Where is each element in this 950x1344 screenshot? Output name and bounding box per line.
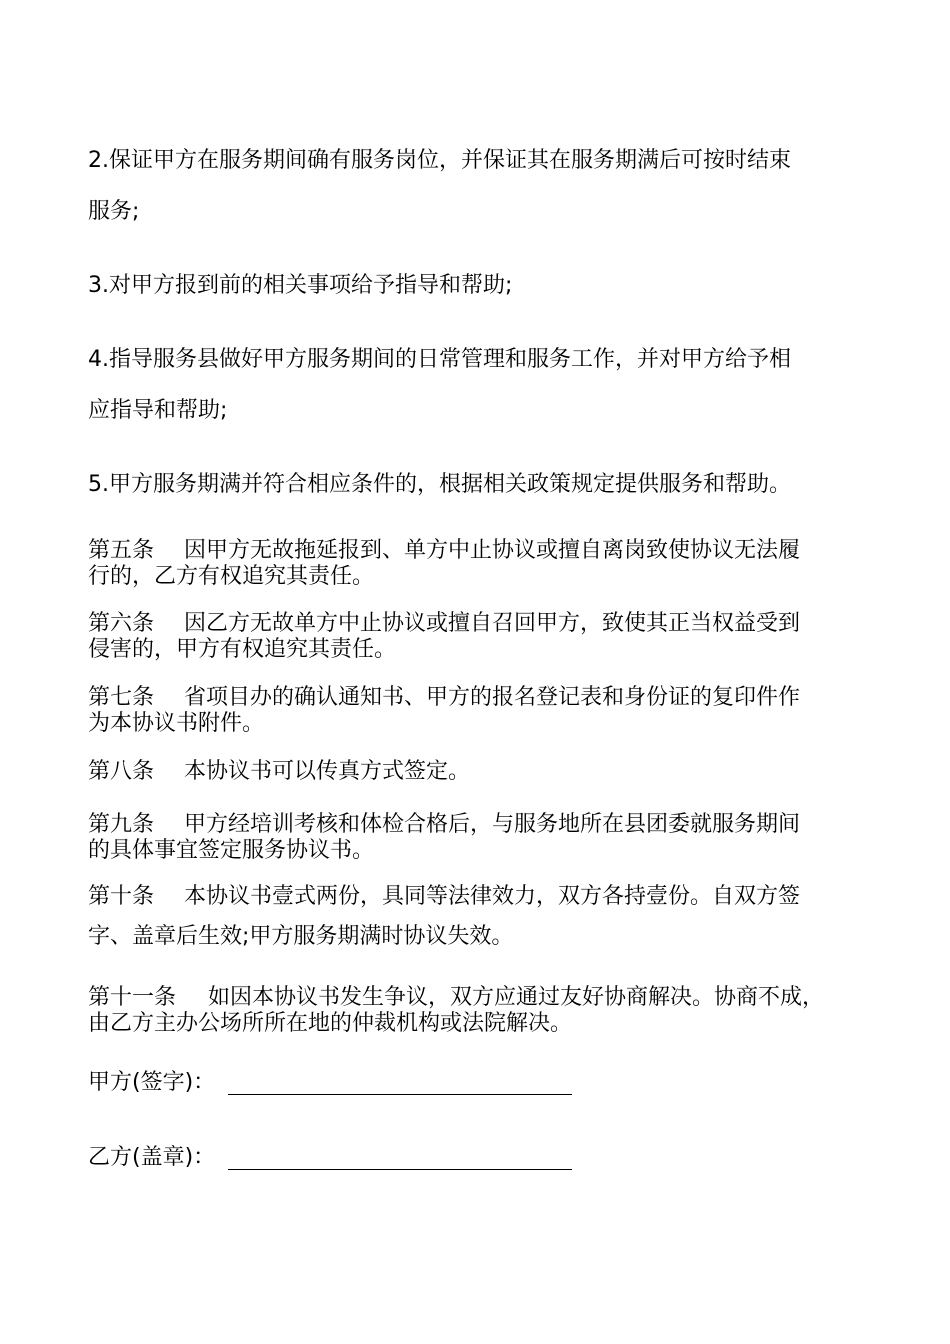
article-text-line: 为本协议书附件。 — [88, 711, 265, 736]
item-text-line: 3.对甲方报到前的相关事项给予指导和帮助; — [88, 273, 513, 298]
article-text-line: 字、盖章后生效;甲方服务期满时协议失效。 — [88, 924, 514, 949]
party-b-signature-line — [228, 1169, 572, 1170]
article-text: 因甲方无故拖延报到、单方中止协议或擅自离岗致使协议无法履 — [184, 538, 801, 563]
article-text-line: 行的，乙方有权追究其责任。 — [88, 564, 375, 589]
article-9 — [88, 812, 878, 864]
party-a-signature-line — [228, 1094, 572, 1095]
article-8 — [88, 759, 878, 785]
item-text-line: 4.指导服务县做好甲方服务期间的日常管理和服务工作，并对甲方给予相 — [88, 347, 791, 372]
party-b-signature-row — [88, 1145, 215, 1171]
article-text-line: 的具体事宜签定服务协议书。 — [88, 838, 375, 863]
item-text-line: 应指导和帮助; — [88, 398, 228, 423]
article-7 — [88, 685, 878, 737]
article-6 — [88, 611, 878, 663]
article-text-line: 侵害的，甲方有权追究其责任。 — [88, 637, 397, 662]
service-item-2 — [88, 148, 878, 225]
item-text-line: 5.甲方服务期满并符合相应条件的，根据相关政策规定提供服务和帮助。 — [88, 472, 791, 497]
article-number: 第十一条 — [88, 985, 177, 1010]
service-item-3 — [88, 273, 878, 299]
article-text: 如因本协议书发生争议，双方应通过友好协商解决。协商不成， — [208, 985, 825, 1010]
article-11 — [88, 985, 878, 1037]
party-a-label: 甲方(签字)： — [88, 1070, 216, 1095]
article-text: 因乙方无故单方中止协议或擅自召回甲方，致使其正当权益受到 — [184, 611, 801, 636]
article-text: 甲方经培训考核和体检合格后，与服务地所在县团委就服务期间 — [184, 812, 801, 837]
article-number: 第五条 — [88, 538, 155, 563]
article-number: 第六条 — [88, 611, 155, 636]
article-text: 省项目办的确认通知书、甲方的报名登记表和身份证的复印件作 — [184, 685, 801, 710]
article-number: 第八条 — [88, 759, 155, 784]
article-5 — [88, 538, 878, 590]
service-item-5 — [88, 472, 878, 498]
article-10 — [88, 884, 878, 950]
article-number: 第七条 — [88, 685, 155, 710]
article-number: 第九条 — [88, 812, 155, 837]
article-text-line: 由乙方主办公场所所在地的仲裁机构或法院解决。 — [88, 1011, 573, 1036]
article-number: 第十条 — [88, 884, 155, 909]
article-text: 本协议书可以传真方式签定。 — [184, 759, 471, 784]
party-b-label: 乙方(盖章)： — [88, 1145, 216, 1170]
item-text-line: 服务; — [88, 199, 140, 224]
party-a-signature-row — [88, 1070, 215, 1096]
item-text-line: 2.保证甲方在服务期间确有服务岗位，并保证其在服务期满后可按时结束 — [88, 148, 791, 173]
service-item-4 — [88, 347, 878, 424]
article-text: 本协议书壹式两份，具同等法律效力，双方各持壹份。自双方签 — [184, 884, 801, 909]
